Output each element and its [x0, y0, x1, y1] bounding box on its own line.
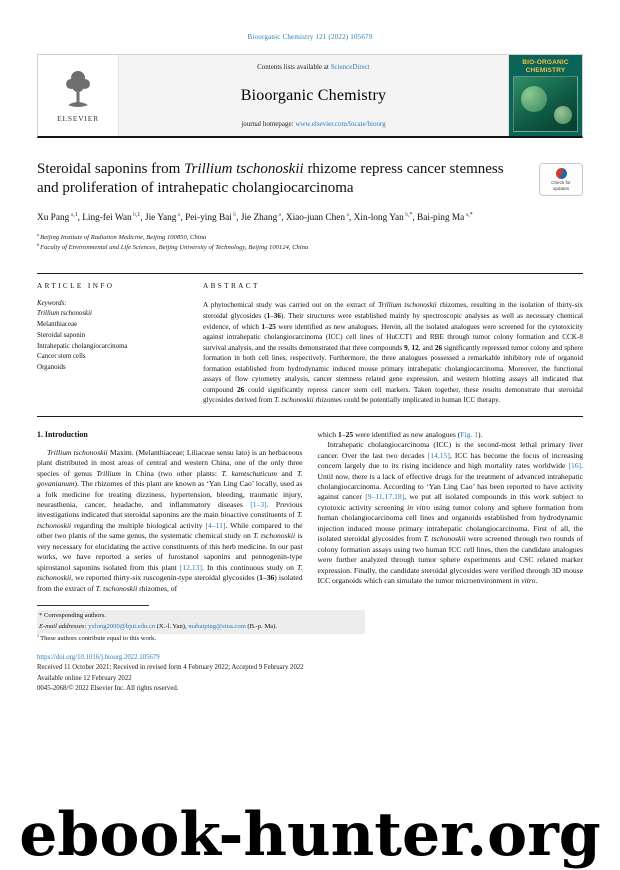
title-row	[37, 160, 583, 198]
doi-link[interactable]: https://doi.org/10.1016/j.bioorg.2022.105679	[37, 653, 160, 661]
keyword-item: Intrahepatic cholangiocarcinoma	[37, 342, 128, 350]
inline-link[interactable]: mabaiping@sina.com	[188, 622, 246, 630]
article-title: Steroidal saponins from Trillium tschonoskii rhizome repress cancer stemness and proliferation of intrahepatic cholangiocarcinoma	[37, 161, 504, 197]
inline-link[interactable]: yxlong2000@bjut.edu.cn	[88, 622, 156, 630]
crossmark-icon	[556, 168, 567, 179]
divider-abstract-bottom	[37, 416, 583, 417]
check-for-updates-badge[interactable]	[539, 163, 583, 196]
article-info-header: ARTICLE INFO	[37, 282, 115, 291]
corresponding-author-block	[37, 610, 365, 634]
keywords-label: Keywords:	[37, 300, 67, 308]
inline-link[interactable]: [14,15]	[427, 450, 450, 460]
inline-link[interactable]: a	[176, 212, 181, 218]
keyword-item: Organoids	[37, 363, 66, 371]
keyword-item: Trillium tschonoskii	[37, 310, 92, 318]
inline-link[interactable]: a	[345, 212, 350, 218]
inline-link[interactable]: b	[131, 212, 136, 218]
affiliations	[37, 233, 583, 253]
journal-header-center	[119, 55, 508, 136]
main-text-columns	[37, 430, 583, 595]
ebook-hunter-watermark: ebook-hunter.org	[19, 800, 601, 870]
elsevier-logo[interactable]	[38, 55, 119, 136]
abstract-text: A phytochemical study was carried out on the extract of Trillium tschonoskii rhizomes, resulting in the isolation of thirty-six steroidal glycosides (1–36). Their structures were established mainly by spectroscopic analyses as well as necessary chemical evidence, of which 1–25 were identified as new analogues. Herein, all the isolated analogues were screened for the cytotoxicity against intrahepatic cholangiocarcinoma (ICC) cell lines of HuCCT1 and RBE through tumor colony formation and CCK-8 survival analysis, and the results demonstrated that three compounds 9, 12, and 26 significantly repressed tumor colony and sphere formation in both cell lines, respectively. Furthermore, the three analogues possessed a remarkable inhibitory role of organoid formation established from hydrodynamic induced mouse primary intrahepatic cholangiocarcinoma. Moreover, the functional assays of flow cytometry analysis, cancer stemness related gene expression, and western blotting assays all indicated that compound 26 could significantly repress cancer stem cell markers. Taken together, these results demonstrate that steroidal glycosides derived from T. tschonoskii rhizomes could be potentially implicated in human ICC therapy.	[203, 301, 584, 405]
inline-link[interactable]: Fig. 1	[460, 429, 479, 439]
keyword-item: Steroidal saponin	[37, 331, 86, 339]
affiliation-a: $^a$ Beijing Institute of Radiation Medicine, Beijing 100850, China	[37, 231, 207, 242]
check-for-updates-label: Check for updates	[551, 180, 571, 191]
email-addresses-line[interactable]: E-mail addresses: yxlong2000@bjut.edu.cn (X.-l. Yan), mabaiping@sina.com (B.-p. Ma).	[39, 622, 278, 630]
abstract-column	[203, 282, 583, 405]
intro-paragraph-continuation: which 1–25 were identified as new analogues (Fig. 1).	[317, 429, 483, 439]
equal-contribution-note: $^1$ These authors contribute equal to this work.	[37, 633, 156, 643]
inline-link[interactable]: [4–11]	[205, 520, 226, 530]
article-info-abstract-section	[37, 274, 583, 415]
inline-link[interactable]: ScienceDirect	[330, 63, 370, 71]
copyright-line: 0045-2068/© 2022 Elsevier Inc. All rights reserved.	[37, 685, 179, 693]
article-history-block	[37, 653, 583, 695]
main-text-column-right	[318, 430, 584, 595]
journal-title: Bioorganic Chemistry	[240, 86, 387, 104]
abstract-header: ABSTRACT	[203, 282, 260, 291]
intro-paragraph-right: Intrahepatic cholangiocarcinoma (ICC) is the second-most lethal primary liver cancer. Over the last two decades [14,15], ICC has become the focus of increasing concern largely due to its rising incidence and high mortality rates worldwide [16]. Until now, there is a lack of effective drugs for the treatment of advanced intrahepatic cholangiocarcinoma. According to ‘Yan Ling Cao’ has been reported to have activity against cancer [9–11,17,18], we put all isolated compounds in this work subject to cytotoxic activity screening in vitro using tumor colony and sphere formation from human cholangiocarcinoma cell lines and organoids established from hydrodynamic injection induced mouse primary intrahepatic cholangiocarcinoma. First of all, the isolated steroidal glycosides from T. tschonoskii were screened through two rounds of colony formation assays using two human ICC cell lines, then the candidate analogues were further analyzed through tumor sphere experiments and CSC related marker expression. Finally, the candidate steroidal glycosides were verified through 3D mouse ICC organoids which can simulate the tumor microenvironment in vitro.	[317, 440, 584, 586]
main-text-column-left	[37, 430, 303, 595]
affiliation-b: $^b$ Faculty of Environmental and Life Sciences, Beijing University of Technology, Beijing 100124, China	[37, 242, 309, 252]
keyword-item: Cancer stem cells	[37, 353, 86, 361]
article-info-column	[37, 282, 187, 405]
contents-sciencedirect-line[interactable]: Contents lists available at ScienceDirect	[257, 63, 370, 71]
journal-reference-link[interactable]: Bioorganic Chemistry 121 (2022) 105679	[247, 33, 373, 41]
section-heading-introduction: 1. Introduction	[37, 429, 88, 439]
inline-link[interactable]: [1–3]	[250, 499, 267, 509]
inline-link[interactable]: a	[464, 212, 469, 218]
corresponding-authors-note: * Corresponding authors.	[39, 612, 106, 620]
paper-page	[0, 33, 620, 870]
inline-link[interactable]: b	[231, 212, 237, 218]
keyword-item: Melanthiaceae	[37, 321, 78, 329]
inline-link[interactable]: b	[403, 212, 409, 218]
elsevier-tree-icon	[61, 68, 95, 112]
author-list[interactable]: Xu Pang $^{a,1}$, Ling-fei Wan $^{b,1}$, Jie Yang $^a$, Pei-ying Bai $^b$, Jie Zhang $^a$, Xiao-juan Chen $^a$, Xin-long Yan $^{b,*}$, Bai-ping Ma $^{a,*}$	[37, 212, 473, 224]
inline-link[interactable]: [12,13]	[179, 562, 202, 572]
available-online: Available online 12 February 2022	[37, 674, 132, 682]
inline-link[interactable]: a	[277, 212, 282, 218]
inline-link[interactable]: [16]	[568, 461, 582, 471]
journal-cover-image	[513, 76, 578, 132]
footnotes	[37, 610, 583, 645]
journal-header-banner	[37, 54, 583, 138]
elsevier-wordmark: ELSEVIER	[57, 114, 99, 123]
inline-link[interactable]: a	[69, 212, 74, 218]
journal-cover-title: BIO-ORGANIC CHEMISTRY	[522, 59, 569, 74]
footnote-divider	[37, 605, 149, 606]
inline-link[interactable]: www.elsevier.com/locate/bioorg	[295, 120, 386, 128]
intro-paragraph-left: Trillium tschonoskii Maxim. (Melanthiaceae; Liliaceae sensu lato) is an herbaceous plant distributed in most areas of central and western China, one of the only three species of genus Trillium in China (two other plants: T. kamtschaticum and T. govanianum). The rhizomes of this plant are known as ‘Yan Ling Cao’ locally, used as a folk medicine for treating dizziness, hypertension, bleeding, traumatic injury, neurasthenia, cancer, headache, and inflammatory diseases [1–3]. Previous investigations indicated that steroidal saponins are the main bioactive constituents of T. tschonoskii regarding the multiple biological activity [4–11]. While compared to the other two plants of the same genus, the systematic chemical study on T. tschonoskii is very necessary for elucidating the active constituents of this herb medicine. In our past works, we have reported a series of furostanol saponins and pennogenin-type spirostanol saponins isolated from this plant [12,13]. In this continuous study on T. tschonoskii, we reported thirty-six ruscogenin-type steroidal glycosides (1–36) isolated from the extract of T. tschonoskii rhizomes, of	[37, 447, 303, 593]
inline-link[interactable]: [9–11,17,18]	[365, 492, 405, 502]
journal-homepage-link[interactable]: journal homepage: www.elsevier.com/locate/bioorg	[241, 120, 386, 128]
journal-cover-thumbnail[interactable]	[508, 55, 582, 136]
received-dates: Received 11 October 2021; Received in revised form 4 February 2022; Accepted 9 February 2022	[37, 664, 304, 672]
